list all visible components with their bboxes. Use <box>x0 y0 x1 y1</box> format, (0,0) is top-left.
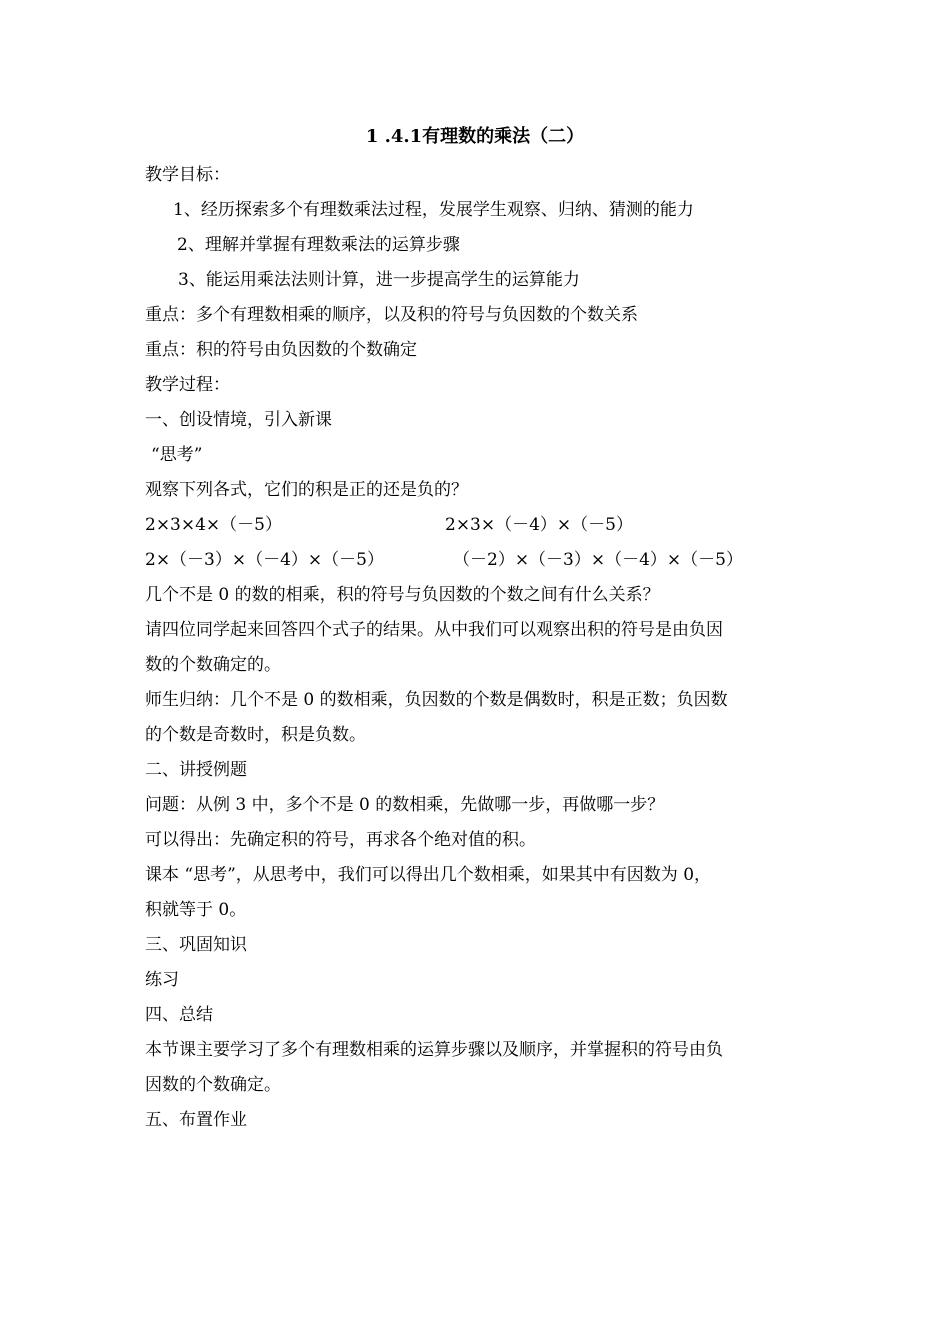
objectives-heading: 教学目标： <box>145 165 230 185</box>
key-point: 重点：多个有理数相乘的顺序，以及积的符号与负因数的个数关系 <box>145 305 638 325</box>
paragraph-line: 练习 <box>145 970 179 990</box>
question-text: 几个不是 0 的数的相乘，积的符号与负因数的个数之间有什么关系？ <box>145 585 660 605</box>
section-heading: 四、总结 <box>145 1005 213 1025</box>
expression: 2×3×4×（－5） <box>145 515 282 535</box>
document-body <box>145 158 815 1138</box>
paragraph-line: 可以得出：先确定积的符号，再求各个绝对值的积。 <box>145 830 536 850</box>
paragraph-line: 因数的个数确定。 <box>145 1075 281 1095</box>
section-heading: 一、创设情境，引入新课 <box>145 410 332 430</box>
process-heading: 教学过程： <box>145 375 230 395</box>
objective-item: 2、理解并掌握有理数乘法的运算步骤 <box>177 235 460 255</box>
expression-row <box>145 543 815 578</box>
expression: 2×3×（－4）×（－5） <box>445 515 633 535</box>
objective-item: 1、经历探索多个有理数乘法过程，发展学生观察、归纳、猜测的能力 <box>173 200 694 220</box>
section-heading: 五、布置作业 <box>145 1110 247 1130</box>
expression: （－2）×（－3）×（－4）×（－5） <box>453 550 743 570</box>
expression: 2×（－3）×（－4）×（－5） <box>145 550 384 570</box>
expression-row <box>145 508 815 543</box>
paragraph-line: 积就等于 0。 <box>145 900 247 920</box>
document-title: 1 .4.1有理数的乘法（二） <box>365 126 585 147</box>
key-point: 重点：积的符号由负因数的个数确定 <box>145 340 417 360</box>
paragraph-line: 课本 “思考”，从思考中，我们可以得出几个数相乘，如果其中有因数为 0， <box>145 865 712 885</box>
paragraph-line: 的个数是奇数时，积是负数。 <box>145 725 366 745</box>
section-heading: 二、讲授例题 <box>145 760 247 780</box>
paragraph-line: 请四位同学起来回答四个式子的结果。从中我们可以观察出积的符号是由负因 <box>145 620 723 640</box>
section-heading: 三、巩固知识 <box>145 935 247 955</box>
think-label: “思考” <box>151 445 203 465</box>
observe-prompt: 观察下列各式，它们的积是正的还是负的？ <box>145 480 468 500</box>
question-text: 问题：从例 3 中，多个不是 0 的数相乘，先做哪一步，再做哪一步？ <box>145 795 665 815</box>
paragraph-line: 本节课主要学习了多个有理数相乘的运算步骤以及顺序，并掌握积的符号由负 <box>145 1040 723 1060</box>
objective-item: 3、能运用乘法法则计算，进一步提高学生的运算能力 <box>178 270 580 290</box>
paragraph-line: 师生归纳：几个不是 0 的数相乘，负因数的个数是偶数时，积是正数；负因数 <box>145 690 728 710</box>
paragraph-line: 数的个数确定的。 <box>145 655 281 675</box>
